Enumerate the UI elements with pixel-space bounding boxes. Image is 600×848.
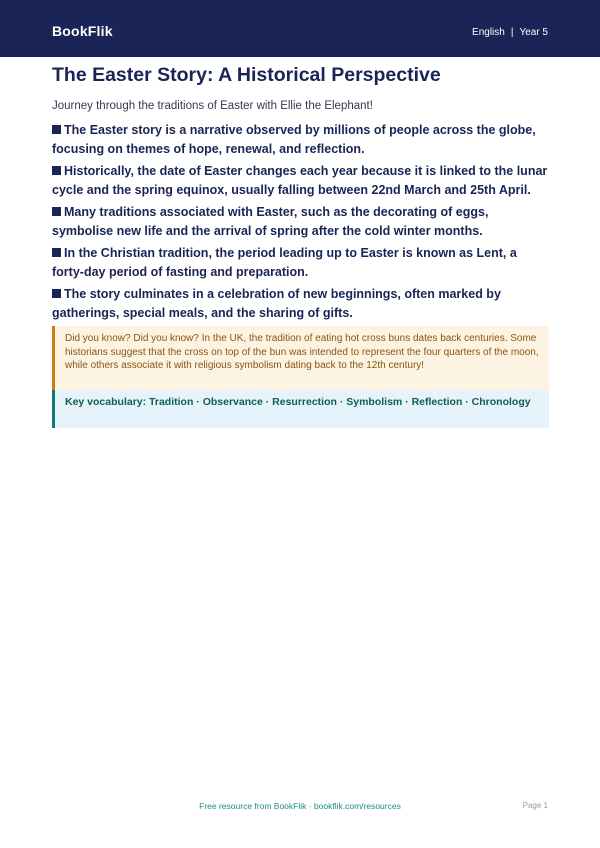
key-vocabulary-text: Key vocabulary: Tradition · Observance · Resurrection · Symbolism · Reflection · Chronology — [65, 396, 531, 408]
key-vocabulary-box — [52, 390, 549, 428]
bullet-text: The story culminates in a celebration of new beginnings, often marked by gatherings, special meals, and the sharing of gifts. — [52, 287, 501, 320]
header-meta — [472, 27, 548, 38]
bullet-item — [52, 285, 552, 323]
subject-label: English — [472, 27, 505, 38]
page-number: Page 1 — [522, 801, 548, 810]
page-title: The Easter Story: A Historical Perspective — [52, 64, 441, 86]
did-you-know-text: Did you know? Did you know? In the UK, the tradition of eating hot cross buns dates back centuries. Some historians suggest that the cross on top of the bun was intended to represent the four quarters of the moon, while others associate it with religious symbolism dating back to the 12th century! — [65, 333, 539, 371]
square-bullet-icon — [52, 207, 61, 216]
bullet-list — [52, 121, 552, 326]
page-header — [0, 0, 600, 57]
bullet-item — [52, 203, 552, 241]
page-subtitle: Journey through the traditions of Easter with Ellie the Elephant! — [52, 100, 373, 112]
header-separator: | — [510, 27, 514, 38]
year-label: Year 5 — [519, 27, 548, 38]
footer-source-link[interactable]: Free resource from BookFlik · bookflik.com/resources — [199, 801, 401, 811]
square-bullet-icon — [52, 289, 61, 298]
square-bullet-icon — [52, 125, 61, 134]
brand-logo-text[interactable]: BookFlik — [52, 23, 113, 39]
bullet-text: Many traditions associated with Easter, such as the decorating of eggs, symbolise new life and the arrival of spring after the cold winter months. — [52, 205, 489, 238]
bullet-item — [52, 162, 552, 200]
bullet-text: In the Christian tradition, the period leading up to Easter is known as Lent, a forty-day period of fasting and preparation. — [52, 246, 517, 279]
square-bullet-icon — [52, 166, 61, 175]
bullet-item — [52, 244, 552, 282]
bullet-text: Historically, the date of Easter changes each year because it is linked to the lunar cycle and the spring equinox, usually falling between 22nd March and 25th April. — [52, 164, 548, 197]
square-bullet-icon — [52, 248, 61, 257]
did-you-know-callout — [52, 326, 549, 390]
bullet-text: The Easter story is a narrative observed by millions of people across the globe, focusing on themes of hope, renewal, and reflection. — [52, 123, 536, 156]
bullet-item — [52, 121, 552, 159]
